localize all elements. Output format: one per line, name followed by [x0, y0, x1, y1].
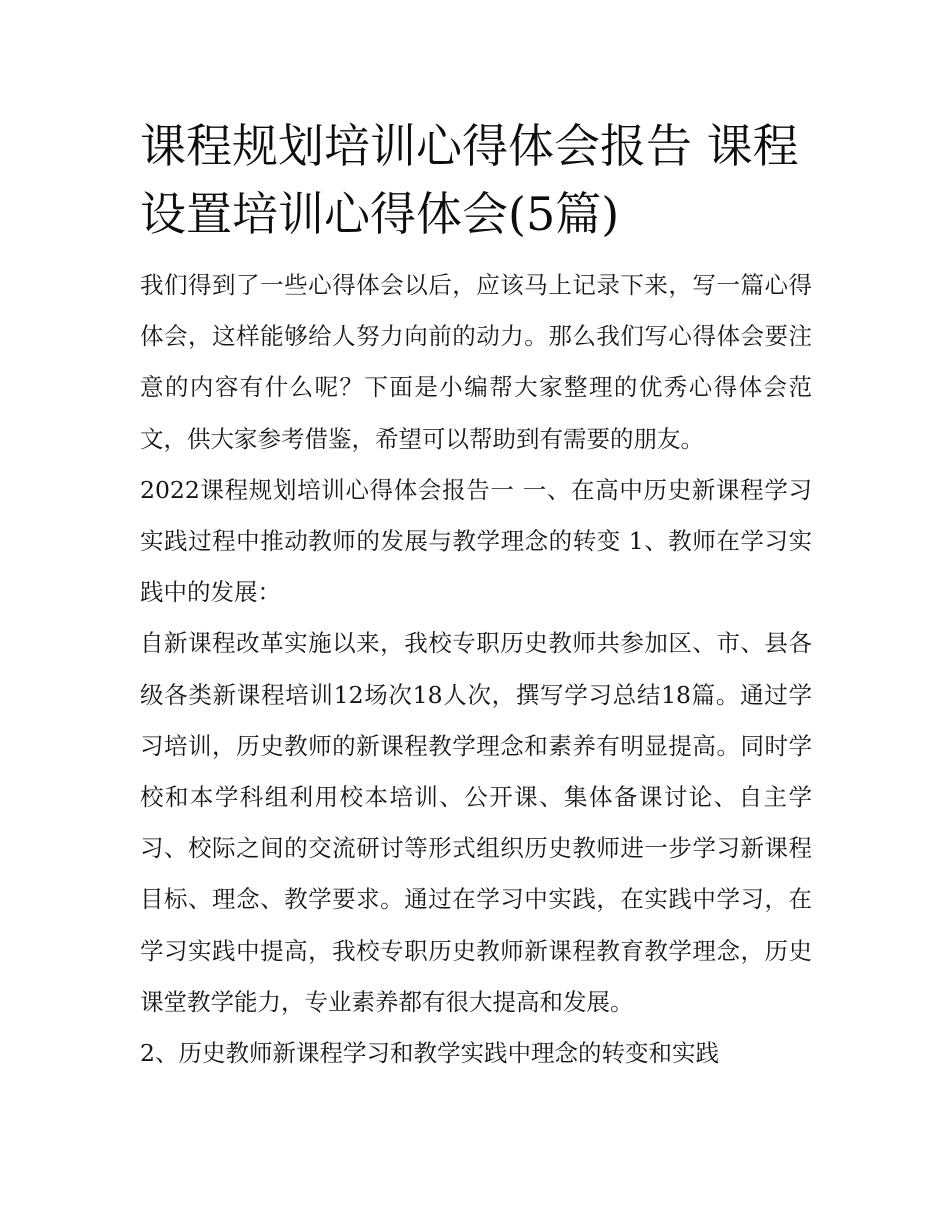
document-page [140, 112, 812, 1079]
paragraph-intro: 我们得到了一些心得体会以后，应该马上记录下来，写一篇心得体会，这样能够给人努力向前的动力。那么我们写心得体会要注意的内容有什么呢？下面是小编帮大家整理的优秀心得体会范文，供大家参考借鉴，希望可以帮助到有需要的朋友。 [140, 271, 812, 453]
paragraph-concept-change-heading: 2、历史教师新课程学习和教学实践中理念的转变和实践 [140, 1039, 719, 1068]
paragraph-teacher-development: 自新课程改革实施以来，我校专职历史教师共参加区、市、县各级各类新课程培训12场次18人次，撰写学习总结18篇。通过学习培训，历史教师的新课程教学理念和素养有明显提高。同时学校和本学科组利用校本培训、公开课、集体备课讨论、自主学习、校际之间的交流研讨等形式组织历史教师进一步学习新课程目标、理念、教学要求。通过在学习中实践，在实践中学习，在学习实践中提高，我校专职历史教师新课程教育教学理念，历史课堂教学能力，专业素养都有很大提高和发展。 [140, 629, 812, 1016]
paragraph-report-one-heading: 2022课程规划培训心得体会报告一 一、在高中历史新课程学习实践过程中推动教师的发展与教学理念的转变 1、教师在学习实践中的发展： [140, 475, 812, 607]
document-title: 课程规划培训心得体会报告 课程设置培训心得体会(5篇) [140, 119, 799, 241]
